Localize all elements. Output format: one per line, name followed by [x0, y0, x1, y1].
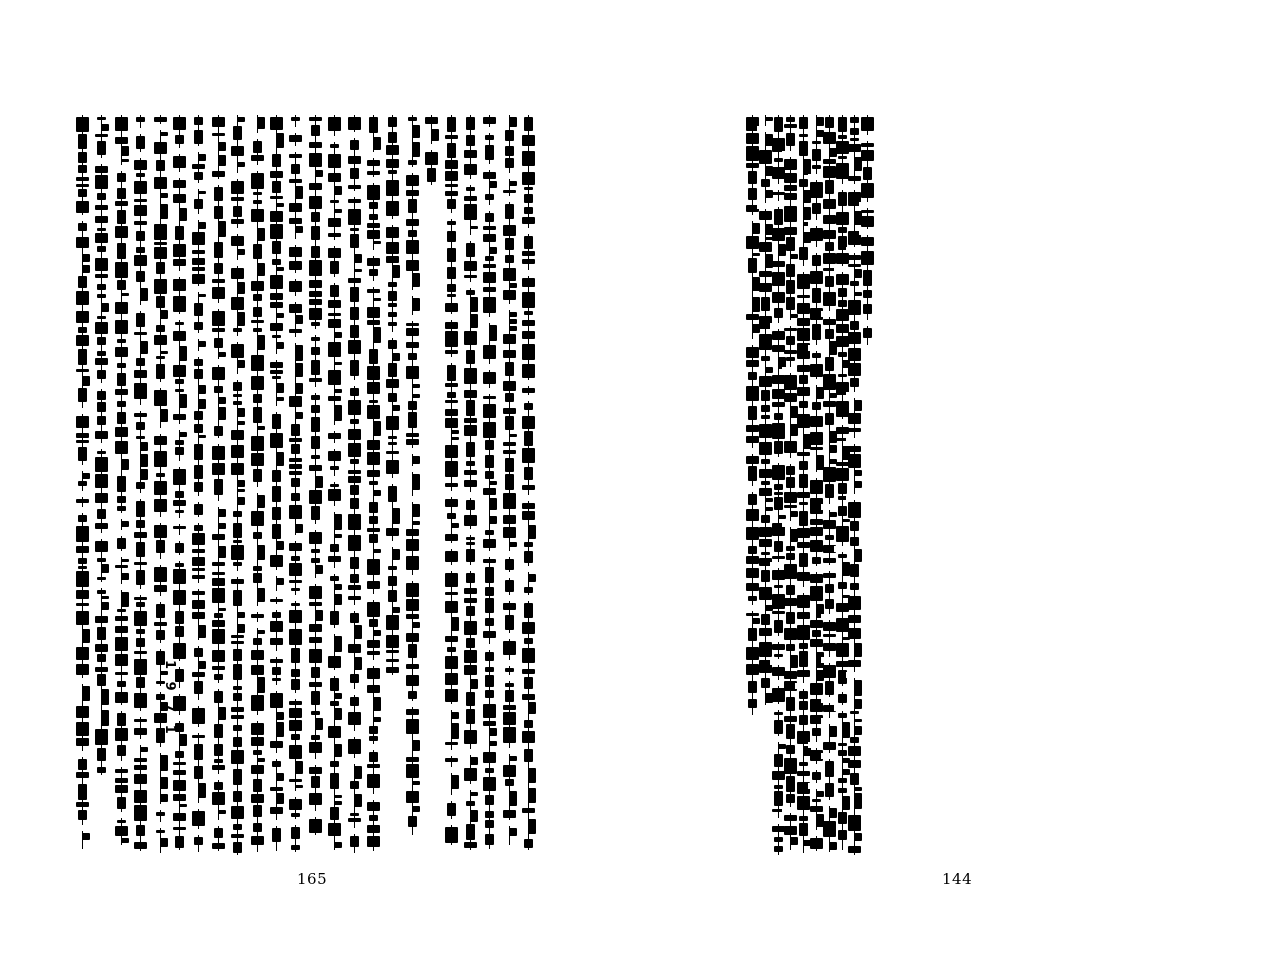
text-column	[121, 115, 124, 845]
page-number-left: 165	[297, 870, 328, 888]
text-column	[101, 115, 104, 775]
text-column	[451, 115, 454, 845]
text-column	[354, 115, 357, 853]
text-column	[842, 115, 845, 850]
text-column	[778, 115, 781, 855]
text-column	[198, 115, 201, 852]
text-column	[218, 115, 221, 851]
text-column	[373, 115, 376, 851]
text-column	[829, 115, 832, 852]
inline-year: 1 9 7 1	[162, 660, 177, 738]
text-column	[276, 115, 279, 851]
text-column	[803, 115, 806, 853]
right-page	[632, 0, 1265, 978]
text-column	[295, 115, 298, 852]
text-column	[854, 115, 857, 855]
text-column	[489, 115, 492, 849]
text-column	[140, 115, 143, 851]
text-column	[752, 115, 755, 715]
text-column	[82, 115, 85, 849]
text-column	[470, 115, 473, 850]
text-column	[160, 115, 163, 853]
text-column	[237, 115, 240, 855]
left-page	[0, 0, 632, 978]
text-column	[867, 115, 870, 345]
text-column	[179, 115, 182, 850]
text-column	[257, 115, 260, 852]
text-column	[509, 115, 512, 845]
text-column	[431, 115, 434, 185]
text-column	[816, 115, 819, 851]
text-column	[790, 115, 793, 850]
text-column	[412, 115, 415, 835]
text-column	[528, 115, 531, 850]
text-column	[765, 115, 768, 705]
text-column	[315, 115, 318, 835]
page-number-right: 144	[942, 870, 973, 888]
text-column	[334, 115, 337, 850]
text-column	[392, 115, 395, 675]
